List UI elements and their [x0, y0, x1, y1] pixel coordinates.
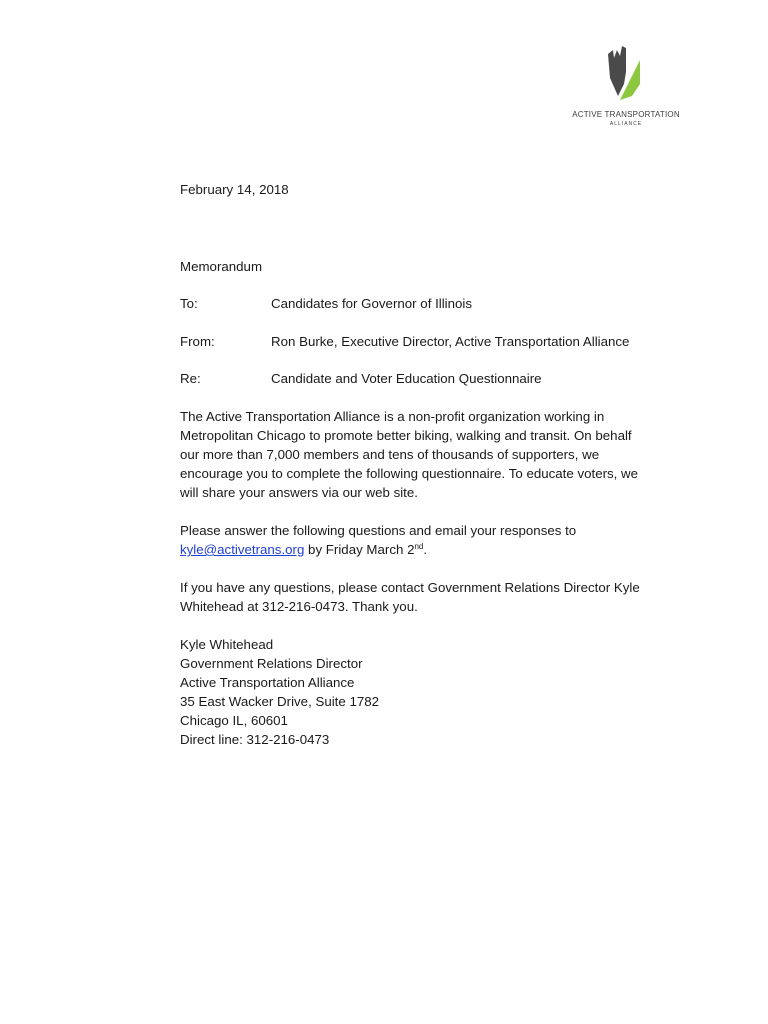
signature-title: Government Relations Director	[180, 656, 363, 671]
logo-subtitle: ALLIANCE	[609, 121, 643, 127]
signature-phone: Direct line: 312-216-0473	[180, 732, 330, 747]
intro-line: our more than 7,000 members and tens of thousands of supporters, we	[180, 447, 600, 462]
deadline-period: .	[423, 542, 428, 557]
logo-name: ACTIVE TRANSPORTATION	[572, 110, 680, 119]
signature-address: 35 East Wacker Drive, Suite 1782	[180, 694, 380, 709]
logo	[570, 44, 682, 130]
to-label: To:	[180, 296, 198, 311]
signature-organization: Active Transportation Alliance	[180, 675, 355, 690]
intro-line: Metropolitan Chicago to promote better biking, walking and transit. On behalf	[180, 428, 632, 443]
ordinal-suffix: nd	[414, 542, 424, 551]
instructions-deadline-line	[180, 540, 672, 559]
instructions-paragraph	[180, 521, 672, 559]
signature-block	[180, 635, 672, 749]
intro-line: encourage you to complete the following questionnaire. To educate voters, we	[180, 466, 639, 481]
memo-date: February 14, 2018	[180, 182, 289, 197]
instructions-line: Please answer the following questions and email your responses to	[180, 523, 577, 538]
email-link[interactable]: kyle@activetrans.org	[180, 542, 305, 557]
intro-line: The Active Transportation Alliance is a non-profit organization working in	[180, 409, 605, 424]
contact-line: If you have any questions, please contact Government Relations Director Kyle	[180, 580, 640, 595]
re-label: Re:	[180, 371, 201, 386]
memo-heading: Memorandum	[180, 259, 263, 274]
signature-name: Kyle Whitehead	[180, 637, 274, 652]
contact-paragraph	[180, 578, 672, 616]
intro-paragraph	[180, 407, 672, 502]
intro-line: will share your answers via our web site.	[180, 485, 418, 500]
deadline-text: by Friday March 2	[304, 542, 415, 557]
alliance-logo-icon	[604, 44, 648, 104]
from-label: From:	[180, 334, 215, 349]
signature-city: Chicago IL, 60601	[180, 713, 288, 728]
contact-line: Whitehead at 312-216-0473. Thank you.	[180, 599, 418, 614]
to-value: Candidates for Governor of Illinois	[271, 296, 473, 311]
from-value: Ron Burke, Executive Director, Active Transportation Alliance	[271, 334, 630, 349]
re-value: Candidate and Voter Education Questionnaire	[271, 371, 542, 386]
